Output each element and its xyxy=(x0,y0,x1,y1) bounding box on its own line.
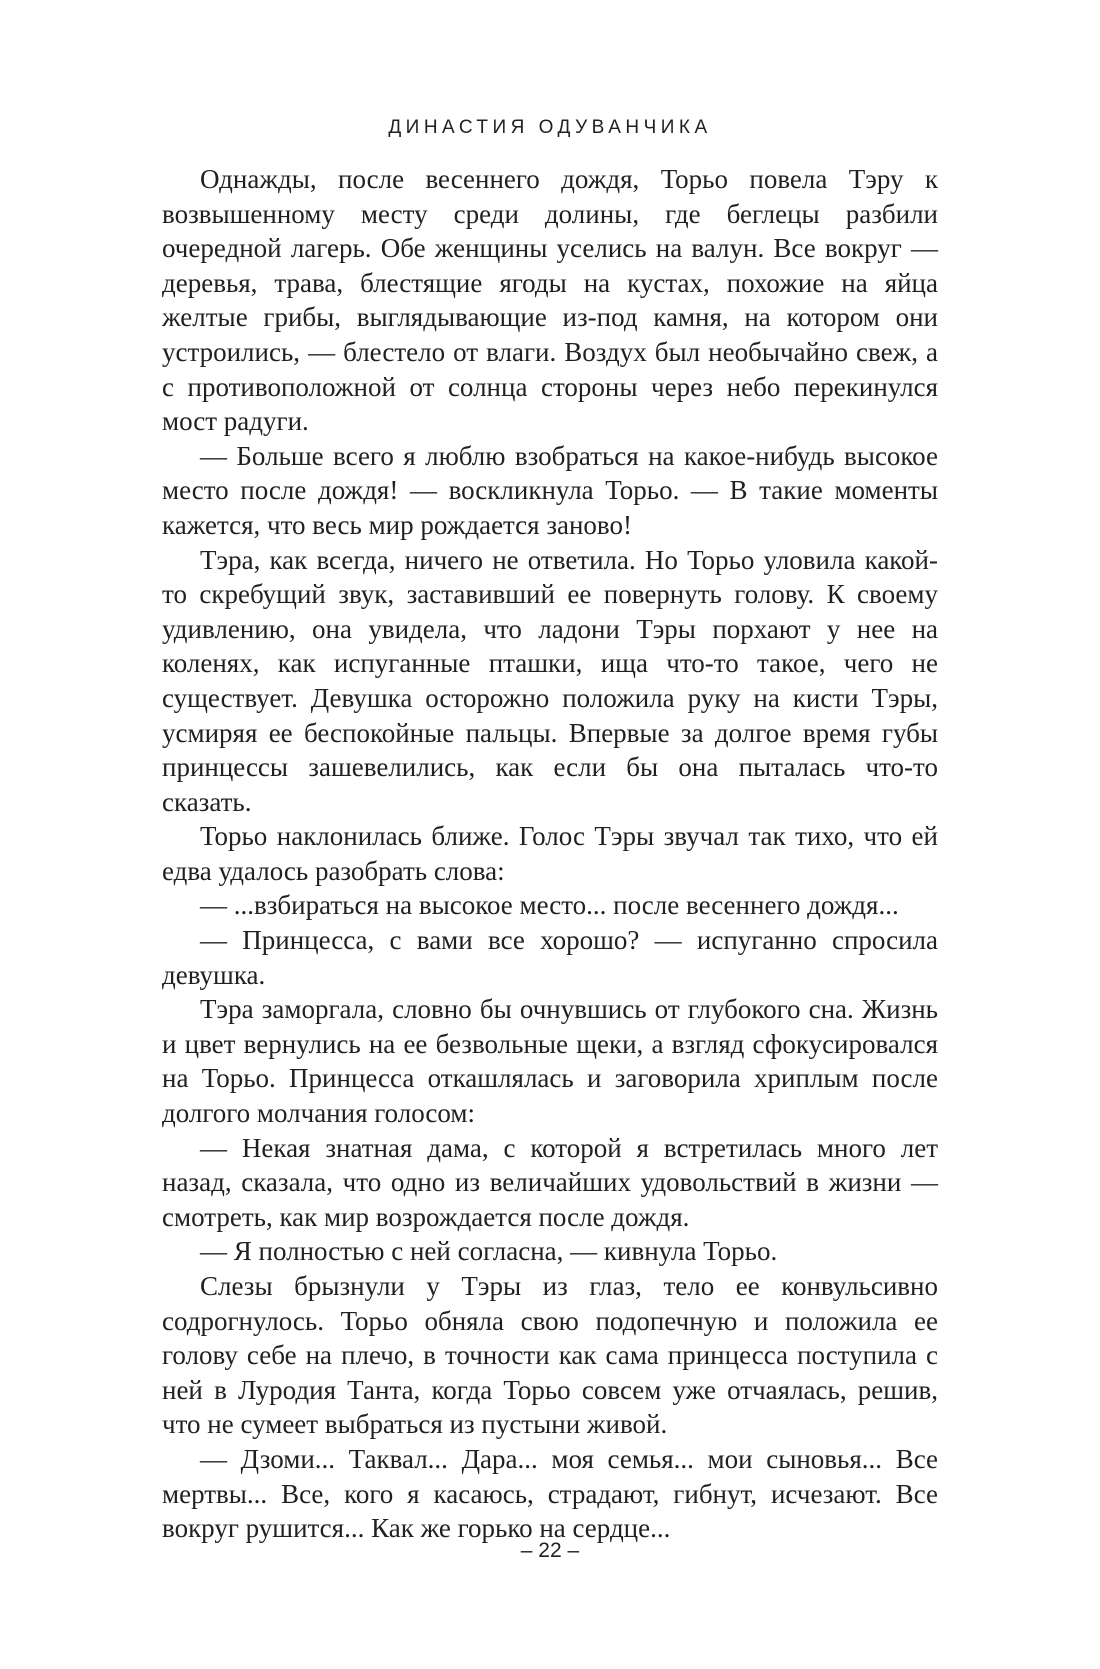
paragraph: Тэра заморгала, словно бы очнувшись от глубокого сна. Жизнь и цвет вернулись на ее безвольные щеки, а взгляд сфокусировался на Торьо. Принцесса откашлялась и заговорила хриплым после долгого молчания голосом: xyxy=(162,994,938,1129)
paragraph: Однажды, после весеннего дождя, Торьо повела Тэру к возвышенному месту среди долины, где беглецы разбили очередной лагерь. Обе женщины уселись на валун. Все вокруг — деревья, трава, блестящие ягоды на кустах, похожие на яйца желтые грибы, выглядывающие из-под камня, на котором они устроились, — блестело от влаги. Воздух был необычайно свеж, а с противоположной от солнца стороны через небо перекинулся мост радуги. xyxy=(162,164,938,437)
text-body xyxy=(162,162,938,1546)
paragraph: — Больше всего я люблю взобраться на какое-нибудь высокое место после дождя! — воскликнула Торьо. — В такие моменты кажется, что весь мир рождается заново! xyxy=(162,440,938,540)
paragraph: — Некая знатная дама, с которой я встретилась много лет назад, сказала, что одно из величайших удовольствий в жизни — смотреть, как мир возрождается после дождя. xyxy=(162,1132,938,1232)
paragraph: Слезы брызнули у Тэры из глаз, тело ее конвульсивно содрогнулось. Торьо обняла свою подопечную и положила ее голову себе на плечо, в точности как сама принцесса поступила с ней в Луродия Танта, когда Торьо совсем уже отчаялась, решив, что не сумеет выбраться из пустыни живой. xyxy=(162,1271,938,1440)
paragraph: Тэра, как всегда, ничего не ответила. Но Торьо уловила какой-то скребущий звук, заставивший ее повернуть голову. К своему удивлению, она увидела, что ладони Тэры порхают у нее на коленях, как испуганные пташки, ища что-то такое, чего не существует. Девушка осторожно положила руку на кисти Тэры, усмиряя ее беспокойные пальцы. Впервые за долгое время губы принцессы зашевелились, как если бы она пыталась что-то сказать. xyxy=(162,544,938,817)
paragraph: — Я полностью с ней согласна, — кивнула Торьо. xyxy=(200,1236,778,1267)
page-number: – 22 – xyxy=(520,1539,580,1562)
paragraph: — Дзоми... Таквал... Дара... моя семья... мои сыновья... Все мертвы... Все, кого я касаюсь, страдают, гибнут, исчезают. Все вокруг рушится... Как же горько на сердце... xyxy=(162,1443,938,1544)
paragraph: Торьо наклонилась ближе. Голос Тэры звучал так тихо, что ей едва удалось разобрать слова: xyxy=(162,821,938,886)
paragraph: — ...взбираться на высокое место... после весеннего дождя... xyxy=(200,890,899,921)
paragraph: — Принцесса, с вами все хорошо? — испуганно спросила девушка. xyxy=(162,925,938,990)
running-header: ДИНАСТИЯ ОДУВАНЧИКА xyxy=(388,117,712,138)
